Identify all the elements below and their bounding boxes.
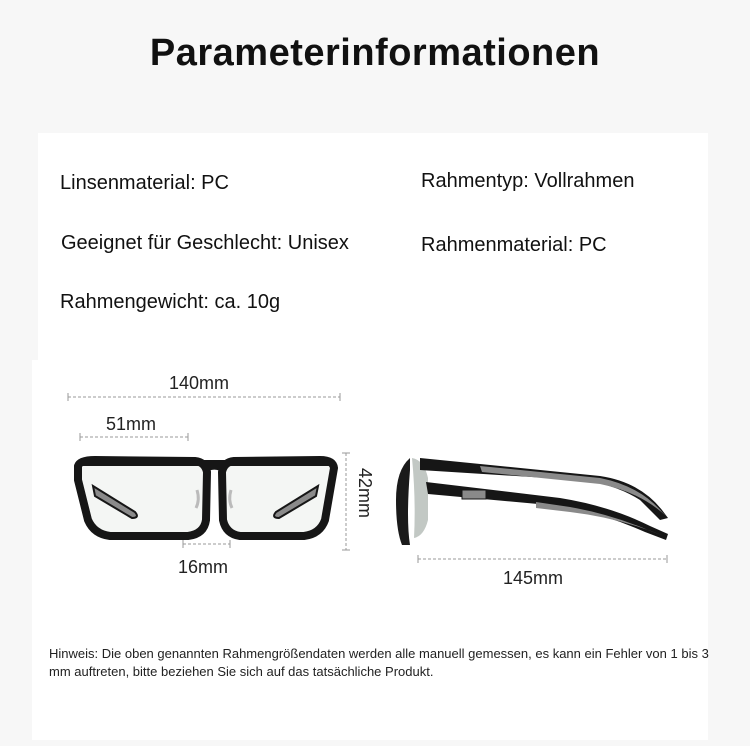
spec-frame-material: Rahmenmaterial: PC [421,234,607,256]
dimension-total-width: 140mm [169,373,230,393]
page-title: Parameterinformationen [149,32,601,74]
spec-frame-weight: Rahmengewicht: ca. 10g [60,291,281,313]
dimension-lens-height: 42mm [355,468,375,519]
dimension-lens-width: 51mm [106,414,157,434]
spec-gender: Geeignet für Geschlecht: Unisex [61,232,349,254]
spec-frame-type: Rahmentyp: Vollrahmen [421,170,635,192]
measurement-note: Hinweis: Die oben genannten Rahmengrößendaten werden alle manuell gemessen, es kann ein Fehler von 1 bis 3 mm auftreten, bitte beziehen Sie sich auf das tatsächliche Produkt. [49,646,709,679]
spec-lens-material: Linsenmaterial: PC [60,172,229,194]
dimension-temple-length: 145mm [503,568,564,588]
dimension-bridge: 16mm [178,557,229,577]
